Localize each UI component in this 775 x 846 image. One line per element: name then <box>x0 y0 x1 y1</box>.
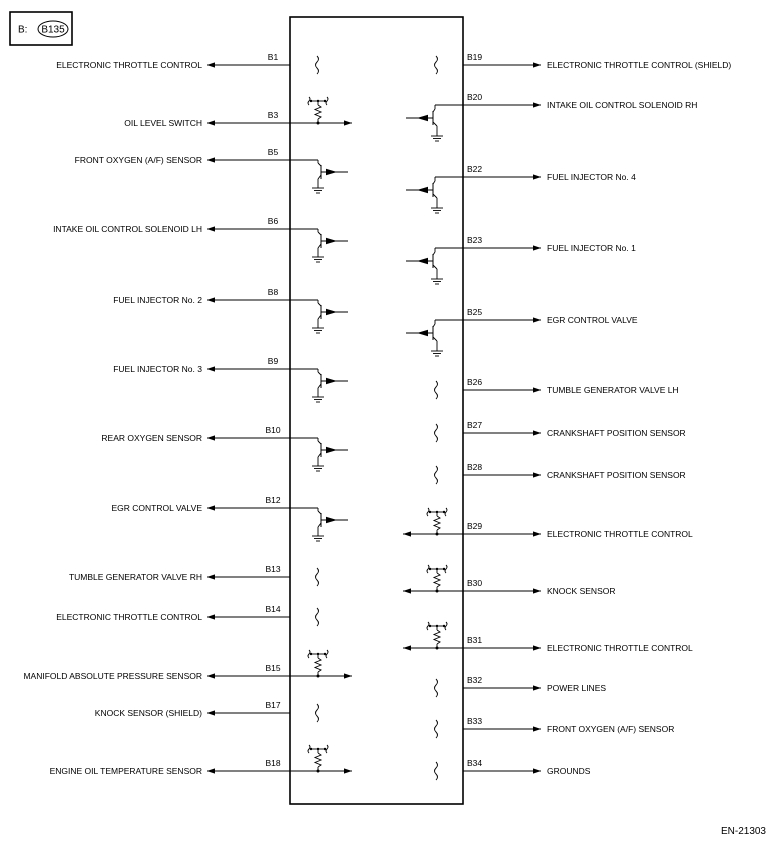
pin-b18 <box>50 745 352 776</box>
pin-b13 <box>69 564 319 586</box>
resistor-symbol <box>315 658 321 672</box>
pin-label: CRANKSHAFT POSITION SENSOR <box>547 428 686 438</box>
arrowhead <box>533 726 541 731</box>
arrowhead <box>533 174 541 179</box>
pin-label: ELECTRONIC THROTTLE CONTROL (SHIELD) <box>547 60 732 70</box>
arrowhead <box>533 531 541 536</box>
junction-dot <box>436 590 439 593</box>
pin-label: TUMBLE GENERATOR VALVE RH <box>68 572 202 582</box>
pin-number: B19 <box>467 52 483 62</box>
wire-break-symbol <box>435 762 438 780</box>
pin-b28 <box>435 462 686 484</box>
wire-break-symbol <box>435 720 438 738</box>
wire-break-symbol <box>316 56 319 74</box>
pin-b25 <box>406 307 638 356</box>
wire-break-symbol <box>435 466 438 484</box>
pin-number: B23 <box>467 235 483 245</box>
pin-label: ELECTRONIC THROTTLE CONTROL <box>56 612 202 622</box>
pin-number: B8 <box>267 287 279 297</box>
arrowhead <box>344 120 352 125</box>
pin-label: MANIFOLD ABSOLUTE PRESSURE SENSOR <box>23 671 202 681</box>
pin-b14 <box>56 604 318 626</box>
arrowhead <box>533 317 541 322</box>
arrowhead <box>207 574 215 579</box>
pin-label: REAR OXYGEN SENSOR <box>101 433 202 443</box>
junction-dot <box>436 647 439 650</box>
arrowhead <box>207 120 215 125</box>
arrowhead <box>207 505 215 510</box>
arrowhead <box>207 157 215 162</box>
arrowhead <box>207 62 215 67</box>
pin-label: INTAKE OIL CONTROL SOLENOID LH <box>53 224 202 234</box>
pin-number: B5 <box>267 147 279 157</box>
pin-label: EGR CONTROL VALVE <box>111 503 202 513</box>
arrowhead <box>533 387 541 392</box>
junction-dot <box>436 533 439 536</box>
pin-number: B33 <box>467 716 483 726</box>
arrowhead <box>533 472 541 477</box>
base-drive-wedge <box>417 258 428 264</box>
pin-b34 <box>435 758 591 780</box>
base-drive-wedge <box>417 330 428 336</box>
junction-dot <box>317 675 320 678</box>
arrowhead <box>403 645 411 650</box>
arrowhead <box>207 768 215 773</box>
pin-b32 <box>435 675 607 697</box>
connector-prefix: B: <box>18 24 28 36</box>
wire-break-symbol <box>435 424 438 442</box>
pin-b1 <box>56 52 318 74</box>
pin-label: FUEL INJECTOR No. 3 <box>113 364 202 374</box>
pin-label: CRANKSHAFT POSITION SENSOR <box>547 470 686 480</box>
pin-label: GROUNDS <box>547 766 591 776</box>
pin-label: FUEL INJECTOR No. 2 <box>113 295 202 305</box>
base-drive-wedge <box>326 378 337 384</box>
pin-number: B25 <box>467 307 483 317</box>
pin-label: ELECTRONIC THROTTLE CONTROL <box>547 529 693 539</box>
resistor-symbol <box>434 573 440 587</box>
pin-label: EGR CONTROL VALVE <box>547 315 638 325</box>
pin-b19 <box>435 52 732 74</box>
arrowhead <box>403 531 411 536</box>
arrowhead <box>533 430 541 435</box>
pin-label: TUMBLE GENERATOR VALVE LH <box>547 385 679 395</box>
pin-b30 <box>403 565 616 596</box>
pin-number: B15 <box>265 663 281 673</box>
wire-break-symbol <box>316 704 319 722</box>
pin-b5 <box>75 147 348 193</box>
pin-label: ENGINE OIL TEMPERATURE SENSOR <box>49 766 202 776</box>
arrowhead <box>207 226 215 231</box>
arrowhead <box>207 435 215 440</box>
arrowhead <box>533 645 541 650</box>
arrowhead <box>207 673 215 678</box>
pin-number: B12 <box>265 495 281 505</box>
pin-b26 <box>435 377 679 399</box>
pin-label: KNOCK SENSOR <box>547 586 616 596</box>
pin-number: B9 <box>267 356 279 366</box>
pin-label: ELECTRONIC THROTTLE CONTROL <box>56 60 202 70</box>
resistor-symbol <box>315 105 321 119</box>
base-drive-wedge <box>326 447 337 453</box>
wire-break-symbol <box>435 381 438 399</box>
pin-b29 <box>403 508 693 539</box>
wire-break-symbol <box>435 56 438 74</box>
pin-b15 <box>23 650 352 681</box>
wire-break-symbol <box>316 608 319 626</box>
pin-number: B34 <box>467 758 483 768</box>
arrowhead <box>207 366 215 371</box>
pin-label: FRONT OXYGEN (A/F) SENSOR <box>74 155 202 165</box>
wire-break-symbol <box>316 568 319 586</box>
arrowhead <box>403 588 411 593</box>
pin-number: B10 <box>265 425 281 435</box>
pin-b12 <box>111 495 348 541</box>
base-drive-wedge <box>417 115 428 121</box>
pin-b17 <box>95 700 319 722</box>
pin-number: B1 <box>267 52 279 62</box>
pin-b33 <box>435 716 675 738</box>
resistor-symbol <box>434 516 440 530</box>
base-drive-wedge <box>326 238 337 244</box>
pin-b6 <box>53 216 348 262</box>
junction-dot <box>317 122 320 125</box>
pin-label: ELECTRONIC THROTTLE CONTROL <box>547 643 693 653</box>
arrowhead <box>344 673 352 678</box>
pin-b9 <box>113 356 348 402</box>
figure-ref: EN-21303 <box>720 826 766 837</box>
arrowhead <box>207 710 215 715</box>
pin-b23 <box>406 235 636 284</box>
pin-number: B30 <box>467 578 483 588</box>
arrowhead <box>533 62 541 67</box>
pin-number: B3 <box>267 110 279 120</box>
connector-id-box <box>10 12 72 45</box>
pin-label: POWER LINES <box>547 683 607 693</box>
pin-number: B22 <box>467 164 483 174</box>
pin-number: B14 <box>265 604 281 614</box>
wire-break-symbol <box>435 679 438 697</box>
pin-number: B32 <box>467 675 483 685</box>
pin-number: B31 <box>467 635 483 645</box>
base-drive-wedge <box>326 169 337 175</box>
arrowhead <box>207 297 215 302</box>
pin-number: B28 <box>467 462 483 472</box>
pin-number: B13 <box>265 564 281 574</box>
pin-number: B20 <box>467 92 483 102</box>
junction-dot <box>317 770 320 773</box>
base-drive-wedge <box>326 309 337 315</box>
arrowhead <box>533 588 541 593</box>
arrowhead <box>344 768 352 773</box>
base-drive-wedge <box>326 517 337 523</box>
pin-b8 <box>113 287 348 333</box>
pin-label: OIL LEVEL SWITCH <box>124 118 202 128</box>
pin-b27 <box>435 420 686 442</box>
arrowhead <box>207 614 215 619</box>
pin-number: B17 <box>265 700 281 710</box>
pin-number: B29 <box>467 521 483 531</box>
right-pins <box>403 52 731 780</box>
pin-b22 <box>406 164 636 213</box>
resistor-symbol <box>315 753 321 767</box>
pin-number: B27 <box>467 420 483 430</box>
arrowhead <box>533 245 541 250</box>
pin-number: B6 <box>267 216 279 226</box>
pin-label: FRONT OXYGEN (A/F) SENSOR <box>547 724 675 734</box>
base-drive-wedge <box>417 187 428 193</box>
pin-number: B26 <box>467 377 483 387</box>
pin-b3 <box>124 97 352 128</box>
pin-b10 <box>101 425 348 471</box>
pin-label: KNOCK SENSOR (SHIELD) <box>94 708 202 718</box>
pin-label: FUEL INJECTOR No. 4 <box>547 172 636 182</box>
arrowhead <box>533 102 541 107</box>
pin-number: B18 <box>265 758 281 768</box>
connector-id: B135 <box>41 24 65 36</box>
left-pins <box>23 52 352 776</box>
arrowhead <box>533 768 541 773</box>
resistor-symbol <box>434 630 440 644</box>
pin-label: FUEL INJECTOR No. 1 <box>547 243 636 253</box>
pin-b31 <box>403 622 693 653</box>
arrowhead <box>533 685 541 690</box>
pin-b20 <box>406 92 697 141</box>
pin-label: INTAKE OIL CONTROL SOLENOID RH <box>547 100 698 110</box>
